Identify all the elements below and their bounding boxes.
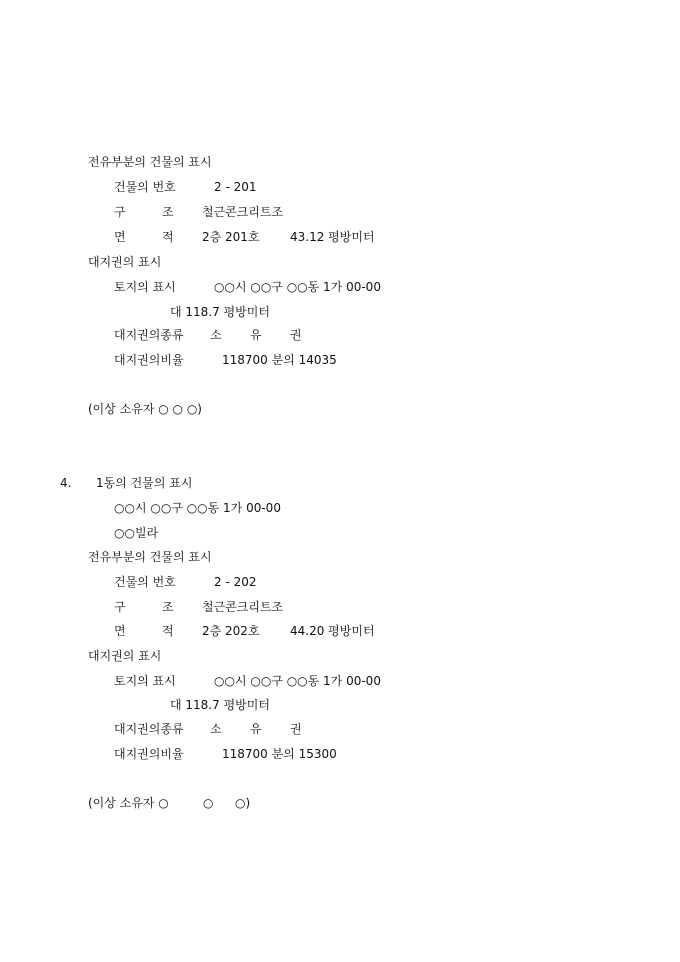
ratio-value: 118700 분의 15300 [222,747,337,761]
building-address: ○○시 ○○구 ○○동 1가 00-00 [114,501,281,515]
area-label-1: 면 [114,624,126,638]
right-type-char-1: 소 [210,328,222,342]
ratio-label: 대지권의비율 [114,747,184,761]
building-name: ○○빌라 [114,526,159,540]
ratio-label: 대지권의비율 [114,353,184,367]
ratio-value: 118700 분의 14035 [222,353,337,367]
land-area: 대 118.7 평방미터 [170,698,270,712]
land-area: 대 118.7 평방미터 [170,305,270,319]
structure-value: 철근콘크리트조 [202,205,284,219]
area-value: 43.12 평방미터 [290,230,375,244]
area-label-1: 면 [114,230,126,244]
land-label: 토지의 표시 [114,280,176,294]
right-type-label: 대지권의종류 [114,328,184,342]
area-value: 44.20 평방미터 [290,624,375,638]
item-number: 4. [60,476,72,490]
land-address: ○○시 ○○구 ○○동 1가 00-00 [214,280,381,294]
structure-label-1: 구 [114,600,126,614]
right-type-char-2: 유 [250,328,262,342]
right-type-char-3: 권 [290,328,302,342]
owner-line-end: ○) [235,796,251,810]
owner-line: (이상 소유자 ○ ○ ○) [88,402,202,416]
area-label-2: 적 [162,230,174,244]
right-type-char-1: 소 [210,722,222,736]
structure-label-1: 구 [114,205,126,219]
land-right-header: 대지권의 표시 [88,255,162,269]
structure-value: 철근콘크리트조 [202,600,284,614]
land-address: ○○시 ○○구 ○○동 1가 00-00 [214,674,381,688]
exclusive-part-header: 전유부분의 건물의 표시 [88,155,212,169]
land-right-header: 대지권의 표시 [88,649,162,663]
building-header: 1동의 건물의 표시 [96,476,193,490]
structure-label-2: 조 [162,205,174,219]
owner-line-prefix: (이상 소유자 ○ [88,796,169,810]
area-floor-unit: 2층 202호 [202,624,260,638]
exclusive-part-header: 전유부분의 건물의 표시 [88,550,212,564]
building-number-value: 2 - 202 [214,575,257,589]
building-number-value: 2 - 201 [214,180,257,194]
right-type-char-2: 유 [250,722,262,736]
right-type-char-3: 권 [290,722,302,736]
right-type-label: 대지권의종류 [114,722,184,736]
structure-label-2: 조 [162,600,174,614]
area-floor-unit: 2층 201호 [202,230,260,244]
building-number-label: 건물의 번호 [114,575,176,589]
owner-line-mid: ○ [203,796,214,810]
area-label-2: 적 [162,624,174,638]
building-number-label: 건물의 번호 [114,180,176,194]
land-label: 토지의 표시 [114,674,176,688]
